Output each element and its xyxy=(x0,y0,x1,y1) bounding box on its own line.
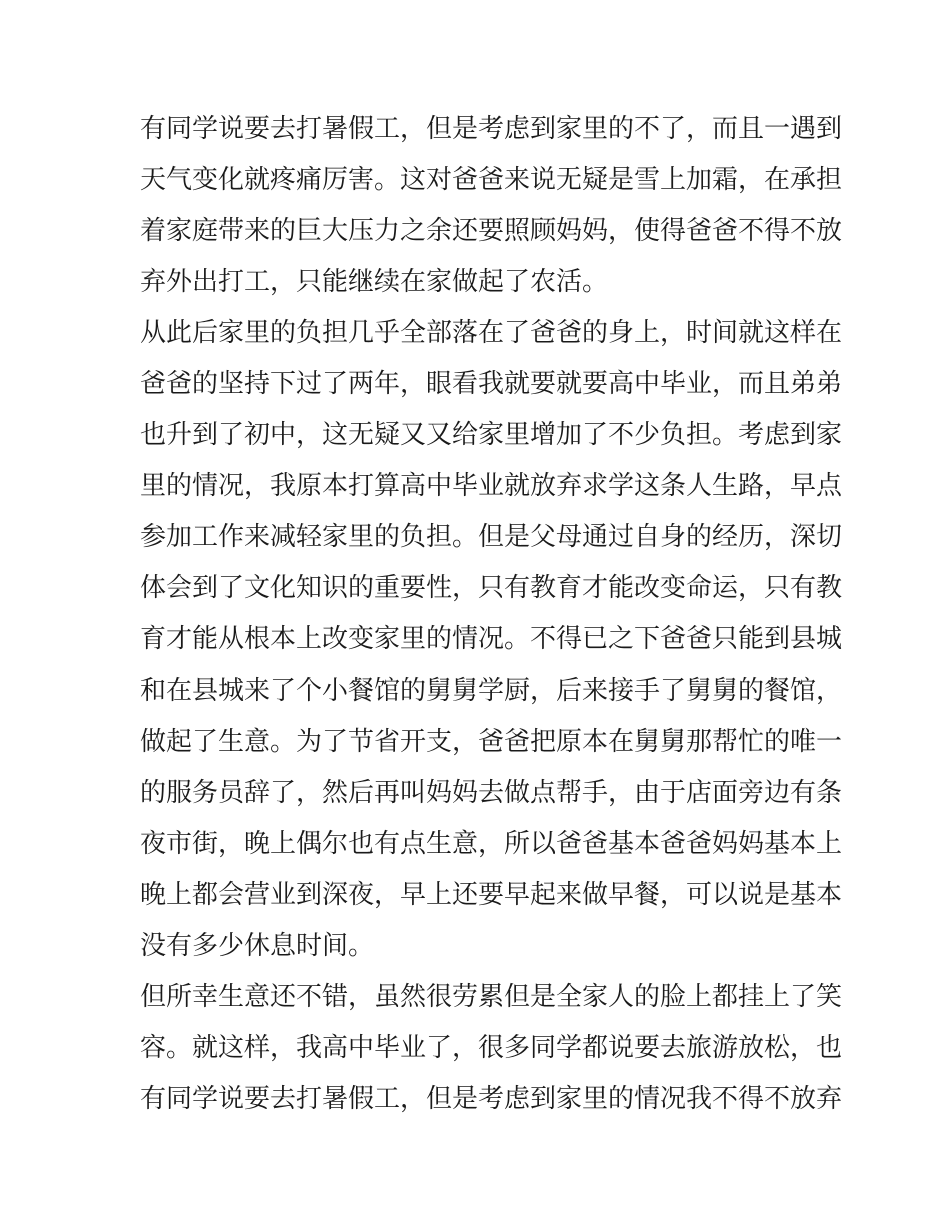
text-line: 弃外出打工，只能继续在家做起了农活。 xyxy=(140,267,609,298)
text-line: 的服务员辞了，然后再叫妈妈去做点帮手，由于店面旁边有条 xyxy=(140,777,843,808)
text-line: 夜市街，晚上偶尔也有点生意，所以爸爸基本爸爸妈妈基本上 xyxy=(140,828,843,859)
text-line: 育才能从根本上改变家里的情况。不得已之下爸爸只能到县城 xyxy=(140,624,843,655)
text-line: 有同学说要去打暑假工，但是考虑到家里的不了，而且一遇到 xyxy=(140,114,843,144)
text-line: 没有多少休息时间。 xyxy=(140,930,375,961)
text-line: 但所幸生意还不错，虽然很劳累但是全家人的脸上都挂上了笑 xyxy=(140,981,843,1012)
text-line: 做起了生意。为了节省开支，爸爸把原本在舅舅那帮忙的唯一 xyxy=(140,726,843,757)
text-line: 和在县城来了个小餐馆的舅舅学厨，后来接手了舅舅的餐馆， xyxy=(140,675,843,706)
text-line: 从此后家里的负担几乎全部落在了爸爸的身上，时间就这样在 xyxy=(140,318,843,349)
text-line: 天气变化就疼痛厉害。这对爸爸来说无疑是雪上加霜，在承担 xyxy=(140,165,843,196)
text-line: 参加工作来减轻家里的负担。但是父母通过自身的经历，深切 xyxy=(140,522,843,553)
text-line: 里的情况，我原本打算高中毕业就放弃求学这条人生路，早点 xyxy=(140,471,843,502)
text-line: 晚上都会营业到深夜，早上还要早起来做早餐，可以说是基本 xyxy=(140,879,843,910)
text-line: 体会到了文化知识的重要性，只有教育才能改变命运，只有教 xyxy=(140,573,843,604)
text-line: 容。就这样，我高中毕业了，很多同学都说要去旅游放松，也 xyxy=(140,1032,843,1063)
body-text xyxy=(140,104,843,1125)
text-line: 爸爸的坚持下过了两年，眼看我就要就要高中毕业，而且弟弟 xyxy=(140,369,843,400)
text-line: 有同学说要去打暑假工，但是考虑到家里的情况我不得不放弃 xyxy=(140,1083,843,1114)
text-line: 也升到了初中，这无疑又又给家里增加了不少负担。考虑到家 xyxy=(140,420,843,451)
text-line: 着家庭带来的巨大压力之余还要照顾妈妈，使得爸爸不得不放 xyxy=(140,216,843,247)
